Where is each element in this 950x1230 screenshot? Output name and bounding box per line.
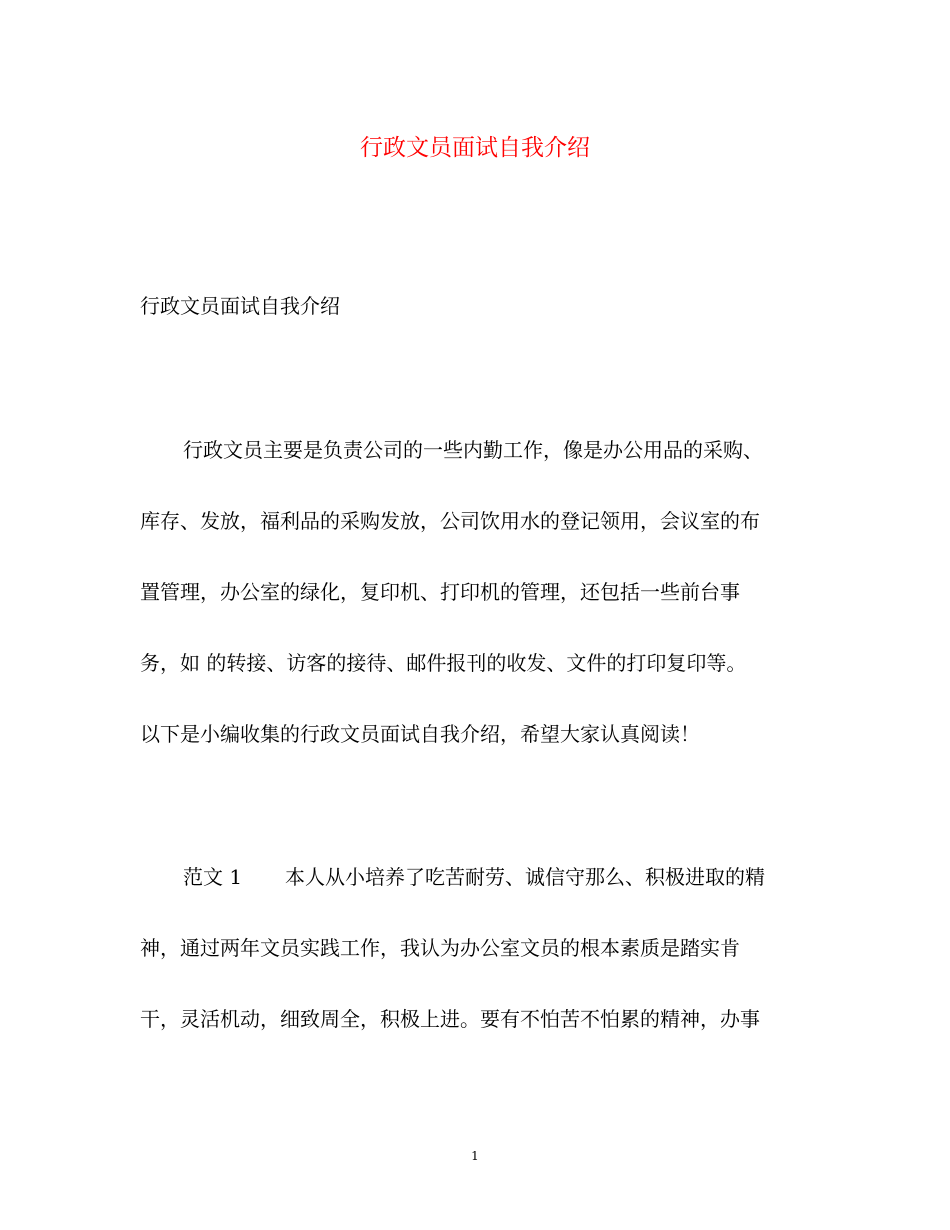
paragraph-1-line-1: 行政文员主要是负责公司的一些内勤工作，像是办公用品的采购、 bbox=[183, 438, 763, 462]
sample-1-line-3: 干，灵活机动，细致周全，积极上进。要有不怕苦不怕累的精神，办事 bbox=[140, 1007, 760, 1031]
sample-1-line-2: 神，通过两年文员实践工作，我认为办公室文员的根本素质是踏实肯 bbox=[140, 936, 740, 960]
document-title: 行政文员面试自我介绍 bbox=[360, 135, 590, 161]
paragraph-1-line-2: 库存、发放，福利品的采购发放，公司饮用水的登记领用，会议室的布 bbox=[140, 509, 760, 533]
page-number: 1 bbox=[471, 1149, 479, 1163]
paragraph-1-line-5: 以下是小编收集的行政文员面试自我介绍，希望大家认真阅读！ bbox=[140, 722, 700, 746]
sample-1-label: 范文 1 bbox=[183, 865, 243, 889]
sample-1-first-line bbox=[183, 857, 823, 897]
paragraph-1-line-4: 务，如 的转接、访客的接待、邮件报刊的收发、文件的打印复印等。 bbox=[140, 651, 747, 675]
sample-1-text: 本人从小培养了吃苦耐劳、诚信守那么、积极进取的精 bbox=[285, 865, 765, 889]
paragraph-1-line-3: 置管理，办公室的绿化，复印机、打印机的管理，还包括一些前台事 bbox=[140, 580, 740, 604]
subtitle: 行政文员面试自我介绍 bbox=[140, 294, 340, 318]
